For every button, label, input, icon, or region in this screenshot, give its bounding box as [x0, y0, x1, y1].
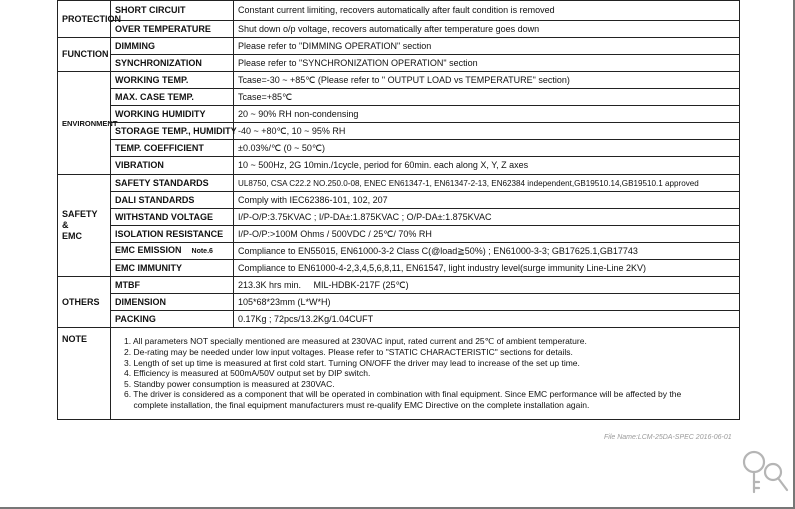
value-withstand-voltage: I/P-O/P:3.75KVAC ; I/P-DA±:1.875KVAC ; O/P-DA±:1.875KVAC [234, 209, 740, 226]
row-note [58, 328, 740, 420]
value-temp-coefficient: ±0.03%/℃ (0 ~ 50℃) [234, 140, 740, 157]
value-working-temp: Tcase=-30 ~ +85℃ (Please refer to " OUTPUT LOAD vs TEMPERATURE" section) [234, 72, 740, 89]
label-mtbf: MTBF [111, 277, 234, 294]
value-dali-standards: Comply with IEC62386-101, 102, 207 [234, 192, 740, 209]
value-isolation-resistance: I/P-O/P:>100M Ohms / 500VDC / 25℃/ 70% RH [234, 226, 740, 243]
label-emc-immunity: EMC IMMUNITY [111, 260, 234, 277]
note-item: 6. The driver is considered as a component that will be operated in combination with final equipment. Since EMC performance will be affected by the [124, 389, 682, 400]
note-item: 2. De-rating may be needed under low input voltages. Please refer to "STATIC CHARACTERISTIC" sections for details. [124, 347, 573, 358]
row-short-circuit [58, 1, 740, 21]
row-synchronization [58, 55, 740, 72]
value-storage: -40 ~ +80℃, 10 ~ 95% RH [234, 123, 740, 140]
note-item: 3. Length of set up time is measured at first cold start. Turning ON/OFF the driver may lead to increase of the set up time. [124, 357, 580, 368]
category-note: NOTE [58, 328, 111, 420]
row-dali-standards [58, 192, 740, 209]
value-dimension: 105*68*23mm (L*W*H) [234, 294, 740, 311]
key-magnifier-icon [740, 446, 792, 498]
file-name-footer: File Name:LCM-25DA-SPEC 2016-06-01 [604, 434, 732, 441]
row-dimension [58, 294, 740, 311]
label-storage: STORAGE TEMP., HUMIDITY [111, 123, 234, 140]
category-safety-emc [58, 175, 111, 277]
note-item: 1. All parameters NOT specially mentioned are measured at 230VAC input, rated current and 25℃ of ambient temperature. [124, 336, 587, 347]
category-others: OTHERS [58, 277, 111, 328]
row-working-temp [58, 72, 740, 89]
row-emc-immunity [58, 260, 740, 277]
row-temp-coefficient [58, 140, 740, 157]
spec-table [57, 0, 740, 420]
note-item: 4. Efficiency is measured at 500mA/50V output set by DIP switch. [124, 368, 371, 379]
value-emc-emission: Compliance to EN55015, EN61000-3-2 Class C(@load≧50%) ; EN61000-3-3; GB17625.1,GB17743 [234, 243, 740, 260]
label-dimension: DIMENSION [111, 294, 234, 311]
row-working-humidity [58, 106, 740, 123]
row-mtbf [58, 277, 740, 294]
label-max-case-temp: MAX. CASE TEMP. [111, 89, 234, 106]
value-max-case-temp: Tcase=+85℃ [234, 89, 740, 106]
category-safety-line1: SAFETY & [62, 209, 98, 230]
value-vibration: 10 ~ 500Hz, 2G 10min./1cycle, period for 60min. each along X, Y, Z axes [234, 157, 740, 175]
label-dimming: DIMMING [111, 38, 234, 55]
row-storage [58, 123, 740, 140]
emc-emission-note: Note.6 [191, 248, 213, 255]
label-withstand-voltage: WITHSTAND VOLTAGE [111, 209, 234, 226]
value-short-circuit: Constant current limiting, recovers automatically after fault condition is removed [234, 1, 740, 21]
value-synchronization: Please refer to "SYNCHRONIZATION OPERATION" section [234, 55, 740, 72]
label-temp-coefficient: TEMP. COEFFICIENT [111, 140, 234, 157]
category-function: FUNCTION [58, 38, 111, 72]
label-isolation-resistance: ISOLATION RESISTANCE [111, 226, 234, 243]
value-dimming: Please refer to "DIMMING OPERATION" section [234, 38, 740, 55]
label-short-circuit: SHORT CIRCUIT [111, 1, 234, 21]
label-over-temperature: OVER TEMPERATURE [111, 21, 234, 38]
row-dimming [58, 38, 740, 55]
row-max-case-temp [58, 89, 740, 106]
category-environment: ENVIRONMENT [58, 72, 111, 175]
note-list [115, 336, 735, 410]
row-isolation-resistance [58, 226, 740, 243]
row-emc-emission [58, 243, 740, 260]
row-over-temperature [58, 21, 740, 38]
row-packing [58, 311, 740, 328]
row-withstand-voltage [58, 209, 740, 226]
label-working-temp: WORKING TEMP. [111, 72, 234, 89]
value-over-temperature: Shut down o/p voltage, recovers automatically after temperature goes down [234, 21, 740, 38]
category-protection: PROTECTION [58, 1, 111, 38]
label-dali-standards: DALI STANDARDS [111, 192, 234, 209]
row-vibration [58, 157, 740, 175]
value-safety-standards: UL8750, CSA C22.2 NO.250.0-08, ENEC EN61347-1, EN61347-2-13, EN62384 independent,GB19510.14,GB19510.1 approved [234, 175, 740, 192]
value-emc-immunity: Compliance to EN61000-4-2,3,4,5,6,8,11, EN61547, light industry level(surge immunity Line-Line 2KV) [234, 260, 740, 277]
note-content [111, 328, 740, 420]
value-mtbf: 213.3K hrs min. MIL-HDBK-217F (25℃) [234, 277, 740, 294]
value-working-humidity: 20 ~ 90% RH non-condensing [234, 106, 740, 123]
category-safety-line2: EMC [62, 231, 82, 241]
value-packing: 0.17Kg ; 72pcs/13.2Kg/1.04CUFT [234, 311, 740, 328]
label-emc-emission: EMC EMISSION [115, 245, 182, 255]
label-synchronization: SYNCHRONIZATION [111, 55, 234, 72]
label-working-humidity: WORKING HUMIDITY [111, 106, 234, 123]
label-emc-emission-cell [111, 243, 234, 260]
note-item: complete installation, the final equipment manufacturers must re-qualify EMC Directive on the complete installation again. [124, 399, 590, 410]
row-safety-standards [58, 175, 740, 192]
label-safety-standards: SAFETY STANDARDS [111, 175, 234, 192]
note-item: 5. Standby power consumption is measured at 230VAC. [124, 378, 335, 389]
label-packing: PACKING [111, 311, 234, 328]
label-vibration: VIBRATION [111, 157, 234, 175]
